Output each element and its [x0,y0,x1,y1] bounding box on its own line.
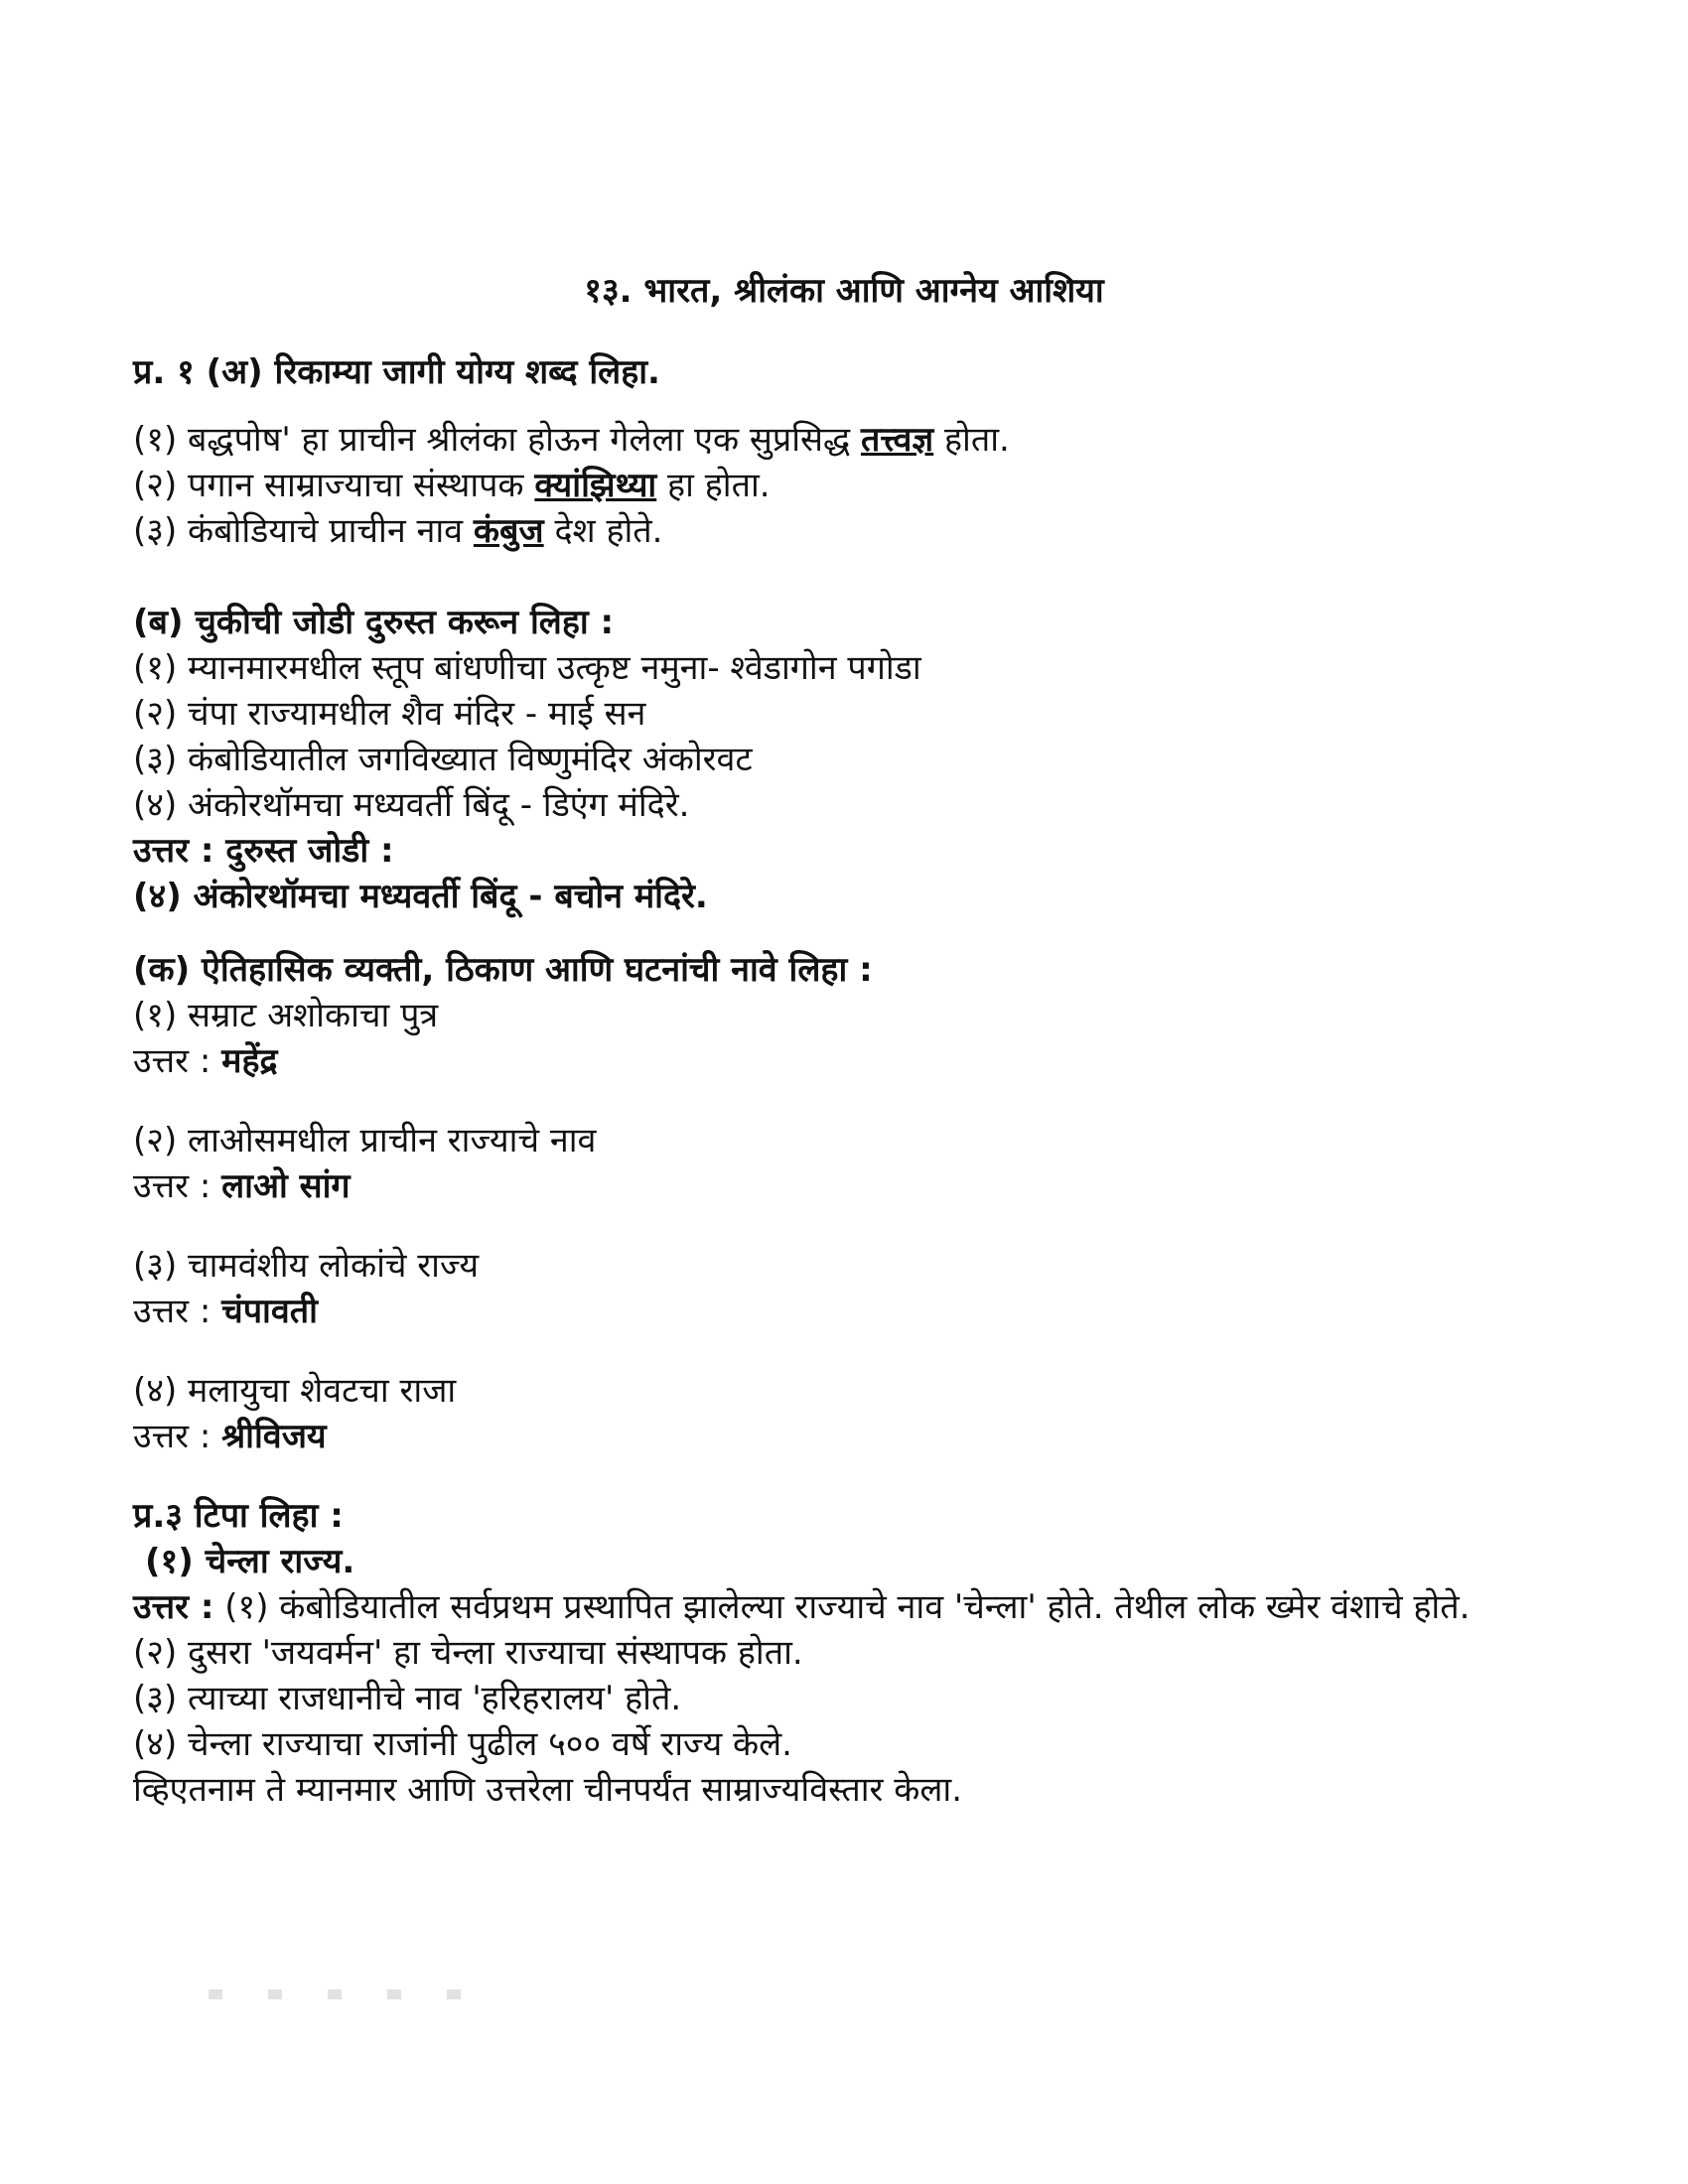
section-fill-blanks [133,349,1563,554]
fill-blanks-heading: प्र. १ (अ) रिकाम्या जागी योग्य शब्द लिहा. [133,352,660,392]
pair-item-3: (३) कंबोडियातील जगविख्यात विष्णुमंदिर अंकोरवट [133,740,753,779]
history-answer-2: उत्तर : लाओ सांग [133,1166,351,1206]
pair-item-4: (४) अंकोरथॉमचा मध्यवर्ती बिंदू - डिएंग मंदिरे. [133,785,690,825]
faded-text-remnant [209,1989,487,1999]
history-answer-3: उत्तर : चंपावती [133,1292,318,1331]
note-answer-first: उत्तर : (१) कंबोडियातील सर्वप्रथम प्रस्थापित झालेल्या राज्याचे नाव 'चेन्ला' होते. तेथील लोक ख्मेर वंशाचे होते. [133,1587,1471,1627]
history-question-1: (१) सम्राट अशोकाचा पुत्र [133,996,439,1035]
pair-answer-label: उत्तर : दुरुस्त जोडी : [133,831,394,871]
history-answer-4: उत्तर : श्रीविजय [133,1417,327,1456]
fill-blank-item-2: (२) पगान साम्राज्याचा संस्थापक क्यांझिथ्या हा होता. [133,466,771,505]
history-question-3: (३) चामवंशीय लोकांचे राज्य [133,1246,480,1286]
history-question-2: (२) लाओसमधील प्राचीन राज्याचे नाव [133,1121,597,1160]
short-notes-heading: प्र.३ टिपा लिहा : [133,1496,344,1536]
history-answer-1: उत्तर : महेंद्र [133,1041,278,1081]
pair-answer: (४) अंकोरथॉमचा मध्यवर्ती बिंदू - बचोन मंदिरे. [133,877,708,916]
fill-blank-answer: तत्त्वज्ञ [860,420,934,460]
fill-blank-answer: कंबुज [473,511,544,551]
note-line-2: (२) दुसरा 'जयवर्मन' हा चेन्ला राज्याचा संस्थापक होता. [133,1633,803,1673]
fill-blank-item-1: (१) बद्धपोष' हा प्राचीन श्रीलंका होऊन गेलेला एक सुप्रसिद्ध तत्त्वज्ञ होता. [133,420,1010,460]
history-question-4: (४) मलायुचा शेवटचा राजा [133,1371,457,1411]
note-subheading: (१) चेन्ला राज्य. [145,1542,355,1581]
chapter-title: १३. भारत, श्रीलंका आणि आग्नेय आशिया [584,271,1104,311]
fill-blank-answer: क्यांझिथ्या [534,466,657,505]
correct-pairs-heading: (ब) चुकीची जोडी दुरुस्त करून लिहा : [133,603,615,642]
note-line-4: (४) चेन्ला राज्याचा राजांनी पुढील ५०० वर्षे राज्य केले. [133,1724,792,1764]
section-correct-pairs [133,600,1563,919]
fill-blank-item-3: (३) कंबोडियाचे प्राचीन नाव कंबुज देश होते. [133,511,663,551]
section-historical-names [133,947,1563,1459]
pair-item-1: (१) म्यानमारमधील स्तूप बांधणीचा उत्कृष्ट नमुना- श्वेडागोन पगोडा [133,648,921,688]
pair-item-2: (२) चंपा राज्यामधील शैव मंदिर - माई सन [133,694,646,734]
historical-names-heading: (क) ऐतिहासिक व्यक्ती, ठिकाण आणि घटनांची नावे लिहा : [133,950,873,990]
section-short-notes [133,1493,1563,1813]
note-line-3: (३) त्याच्या राजधानीचे नाव 'हरिहरालय' होते. [133,1679,682,1718]
note-line-5: व्हिएतनाम ते म्यानमार आणि उत्तरेला चीनपर्यंत साम्राज्यविस्तार केला. [133,1770,963,1810]
